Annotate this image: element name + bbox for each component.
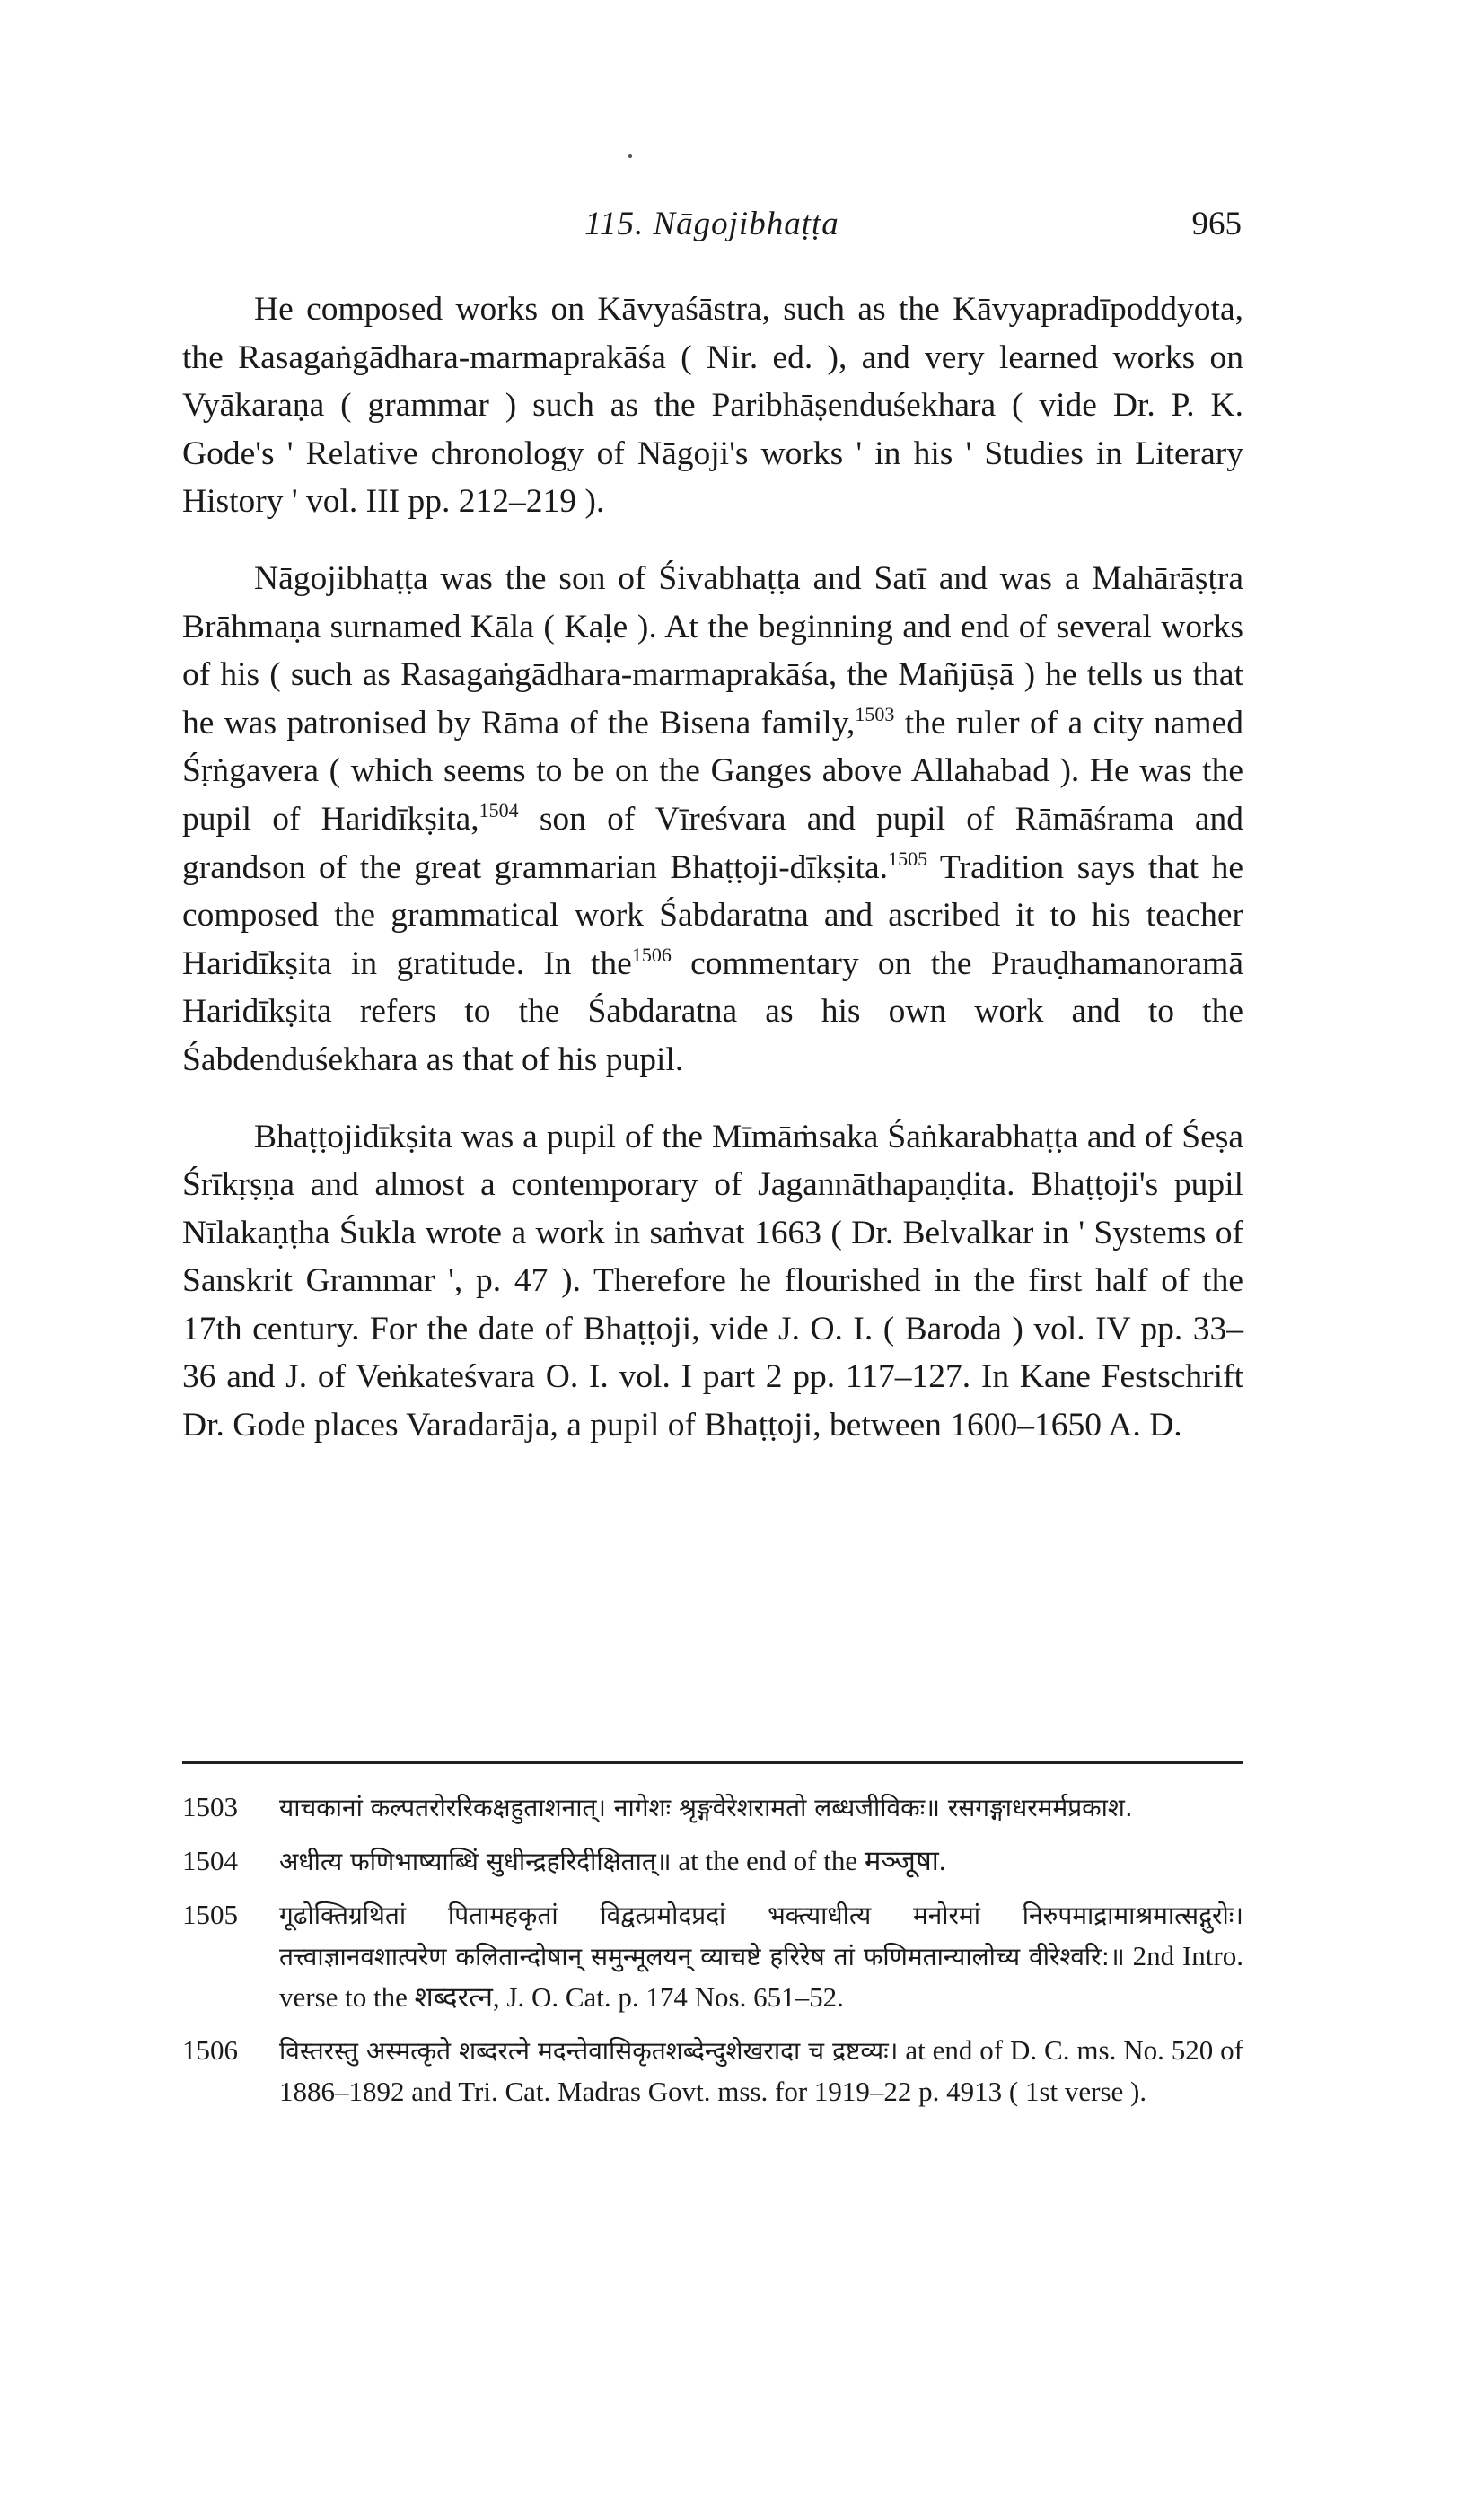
- footnote-number: 1504: [182, 1845, 238, 1876]
- footnote-1506: [182, 2030, 1243, 2111]
- paragraph-2: Nāgojibhaṭṭa was the son of Śivabhaṭṭa and Satī and was a Mahārāṣṭra Brāhmaṇa surnamed Kāla ( Kaḷe ). At the beginning and end of several works of his ( such as Rasagaṅgādhara-marmaprakāśa, the Mañjūṣā ) he tells us that he was patronised by Rāma of the Bisena family,$^{1503}$ the ruler of a city named Śṛṅgavera ( which seems to be on the Ganges above Allahabad ). He was the pupil of Haridīkṣita,$^{1504}$ son of Vīreśvara and pupil of Rāmāśrama and grandson of the great grammarian Bhaṭṭoji-dīkṣita.$^{1505}$ Tradition says that he composed the grammatical work Śabdaratna and ascribed it to his teacher Haridīkṣita in gratitude. In the$^{1506}$ commentary on the Prauḍhamanoramā Haridīkṣita refers to the Śabdaratna as his own work and to the Śabdenduśekhara as that of his pupil.: [182, 559, 1243, 1078]
- footnote-number: 1506: [182, 2034, 238, 2066]
- footnote-1503: [182, 1787, 1243, 1828]
- footnote-number: 1503: [182, 1791, 238, 1822]
- footnote-ref-1505: 1505: [888, 847, 928, 870]
- footnote-text: गूढोक्तिग्रथितां पितामहकृतां विद्वत्प्रमोदप्रदां भक्त्याधीत्य मनोरमां निरुपमाद्रामाश्रमात्सद्गुरोः। तत्त्वाज्ञानवशात्परेण कलितान्दोषान् समुन्मूलयन् व्याचष्टे हरिरेष तां फणिमतान्यालोच्य वीरेश्वरि:॥ 2nd Intro. verse to the शब्दरत्न, J. O. Cat. p. 174 Nos. 651–52.: [279, 1901, 1243, 2013]
- paragraph-1: He composed works on Kāvyaśāstra, such as the Kāvyapradīpoddyota, the Rasagaṅgādhara-marmaprakāśa ( Nir. ed. ), and very learned works on Vyākaraṇa ( grammar ) such as the Paribhāṣenduśekhara ( vide Dr. P. K. Gode's ' Relative chronology of Nāgoji's works ' in his ' Studies in Literary History ' vol. III pp. 212–219 ).: [182, 291, 1243, 521]
- running-head: [182, 205, 1242, 259]
- footnote-1505: [182, 1894, 1243, 2017]
- footnotes: [182, 1787, 1243, 2124]
- footnote-1504: [182, 1840, 1243, 1882]
- footnote-ref-1503: 1503: [855, 702, 895, 725]
- footnote-text: अधीत्य फणिभाष्याब्धिं सुधीन्द्रहरिदीक्षितात्॥ at the end of the मञ्जूषा.: [279, 1845, 946, 1876]
- print-dot: [628, 154, 632, 158]
- footnote-number: 1505: [182, 1899, 238, 1930]
- page-number: 965: [1191, 206, 1242, 242]
- paragraph-3: Bhaṭṭojidīkṣita was a pupil of the Mīmāṁsaka Śaṅkarabhaṭṭa and of Śeṣa Śrīkṛṣṇa and almost a contemporary of Jagannāthapaṇḍita. Bhaṭṭoji's pupil Nīlakaṇṭha Śukla wrote a work in saṁvat 1663 ( Dr. Belvalkar in ' Systems of Sanskrit Grammar ', p. 47 ). Therefore he flourished in the first half of the 17th century. For the date of Bhaṭṭoji, vide J. O. I. ( Baroda ) vol. IV pp. 33–36 and J. of Veṅkateśvara O. I. vol. I part 2 pp. 117–127. In Kane Festschrift Dr. Gode places Varadarāja, a pupil of Bhaṭṭoji, between 1600–1650 A. D.: [182, 1118, 1243, 1444]
- footnote-ref-1504: 1504: [479, 798, 519, 821]
- footnote-ref-1506: 1506: [631, 943, 672, 966]
- footnote-text: याचकानां कल्पतरोररिकक्षहुताशनात्। नागेशः श्रृङ्गवेरेशरामतो लब्धजीविकः॥ रसगङ्गाधरमर्मप्रकाश.: [279, 1793, 1133, 1822]
- running-title: 115. Nāgojibhaṭṭa: [584, 206, 839, 242]
- footnote-rule: [182, 1761, 1243, 1764]
- footnote-text: विस्तरस्तु अस्मत्कृते शब्दरत्ने मदन्तेवासिकृतशब्देन्दुशेखरादा च द्रष्टव्यः। at end of D. C. ms. No. 520 of 1886–1892 and Tri. Cat. Madras Govt. mss. for 1919–22 p. 4913 ( 1st verse ).: [279, 2034, 1244, 2107]
- body-text: [182, 285, 1243, 1450]
